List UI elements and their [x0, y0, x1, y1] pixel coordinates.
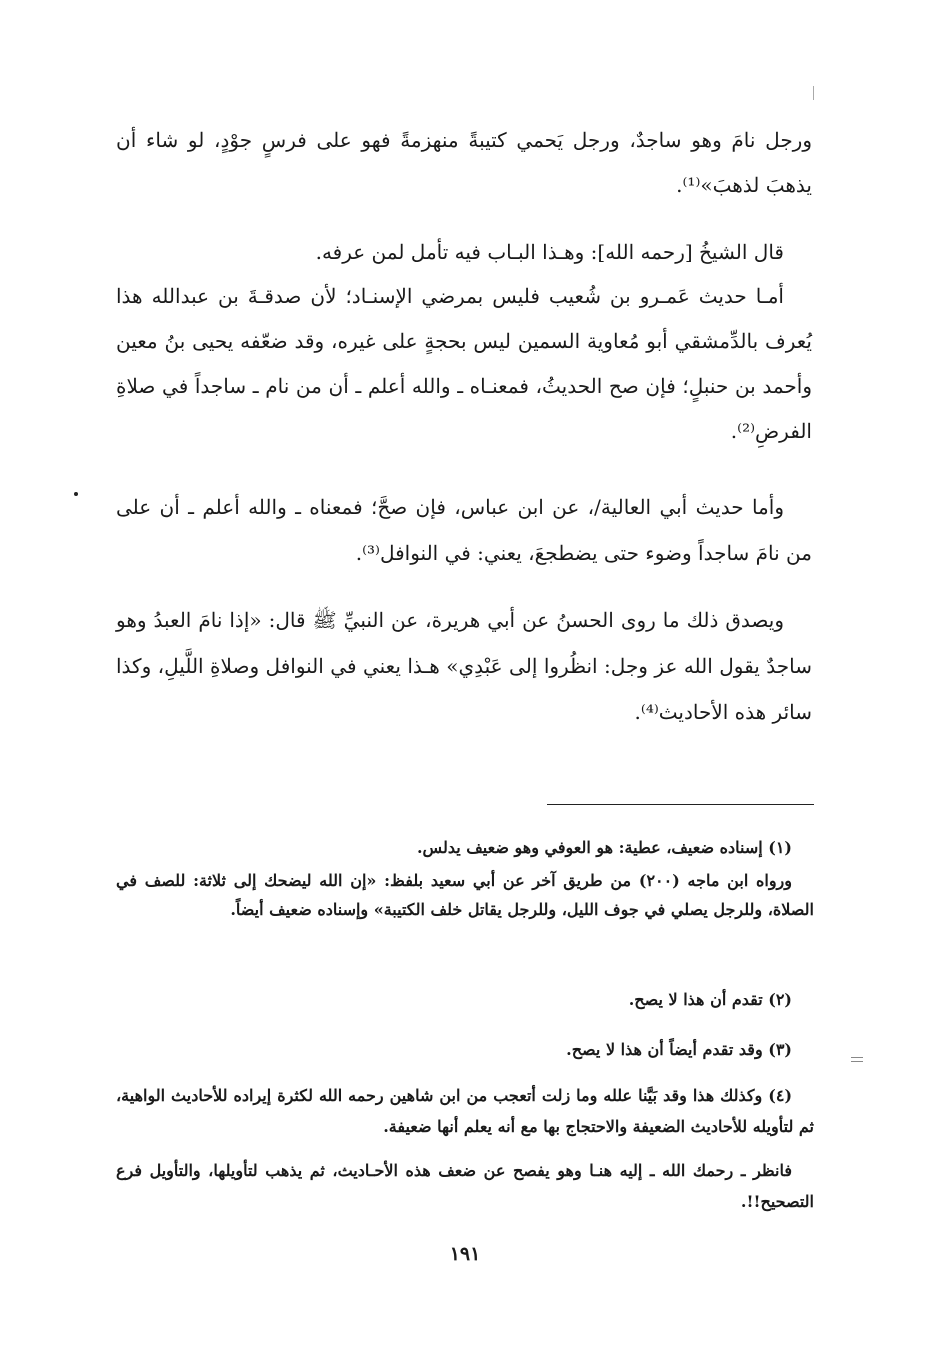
- main-text-block-2: [116, 230, 812, 274]
- margin-dot: [74, 492, 78, 496]
- footnote-3-line: (٣) وقد تقدم أيضاً أن هذا لا يصح.: [566, 1040, 792, 1059]
- footnote-4-detail: فانظر ـ رحمك الله ـ إليه هنـا وهو يفصح عن ضعف هذه الأحـاديث، ثم يذهب لتأويلها، والتأويل فرع التصحيح!!.: [116, 1161, 814, 1211]
- footnote-1-line: (١) إسناده ضعيف، عطية: هو العوفي وهو ضعيف يدلس.: [416, 838, 792, 857]
- paragraph-2: قال الشيخُ [رحمه الله]: وهـذا البـاب فيه تأمل لمن عرفه.: [315, 240, 784, 264]
- footnote-2: [116, 985, 814, 1015]
- footnote-separator: [547, 804, 814, 805]
- footnote-2-line: (٢) تقدم أن هذا لا يصح.: [628, 990, 792, 1009]
- footnote-1-continuation: [116, 866, 814, 924]
- main-text-block-1: [116, 118, 812, 208]
- footnote-4-line: (٤) وكذلك هذا وقد بَيَّنا علله وما زلت أتعجب من ابن شاهين رحمه الله لكثرة إيراده للأحاديث الواهية، ثم لتأويله للأحاديث الضعيفة والاحتجاج بها مع أنه يعلم أنها ضعيفة.: [116, 1086, 814, 1136]
- footnote-4: [116, 1080, 814, 1142]
- scan-mark: [813, 86, 814, 100]
- footnote-1: [116, 833, 814, 863]
- main-text-block-5: [116, 597, 812, 735]
- footnote-3: [116, 1035, 814, 1065]
- paragraph-3: أمـا حديث عَمـرو بن شُعيب فليس بمرضي الإسنـاد؛ لأن صدقـةَ بن عبدالله هذا يُعرف بالدِّمشقي أبو مُعاوية السمين ليس بحجةٍ على غيره، وقد ضعّفه يحيى بنُ معين وأحمد بن حنبلٍ؛ فإن صح الحديثُ، فمعنـاه ـ والله أعلم ـ أن من نام ـ ساجداً في صلاةِ الفرضِ⁽²⁾.: [116, 284, 812, 443]
- paragraph-5: ويصدق ذلك ما روى الحسنُ عن أبي هريرة، عن النبيِّ ﷺ قال: «إذا نامَ العبدُ وهو ساجدٌ يقول الله عز وجل: انظُروا إلى عَبْدِي» هـذا يعني في النوافل وصلاةِ اللَّيلِ، وكذا سائر هذه الأحاديث⁽⁴⁾.: [116, 608, 812, 724]
- main-text-block-4: [116, 484, 812, 576]
- footnote-1-detail: ورواه ابن ماجه (٢٠٠) من طريق آخر عن أبي سعيد بلفظ: «إن الله ليضحك إلى ثلاثة: للصف في الصلاة، وللرجل يصلي في جوف الليل، وللرجل يقاتل خلف الكتيبة» وإسناده ضعيف أيضاً.: [116, 871, 814, 919]
- margin-mark: [851, 1057, 863, 1065]
- page-number: ١٩١: [449, 1243, 481, 1265]
- main-text-block-3: [116, 274, 812, 454]
- paragraph-4: وأما حديث أبي العالية/، عن ابن عباس، فإن صحَّ؛ فمعناه ـ والله أعلم ـ أن على من نامَ ساجداً وضوء حتى يضطجعَ، يعني: في النوافل⁽³⁾.: [116, 495, 812, 565]
- footnote-4-continuation: [116, 1155, 814, 1217]
- paragraph-1: ورجل نامَ وهو ساجدٌ، ورجل يَحمي كتيبةً منهزمةً فهو على فرسٍ جوْدٍ، لو شاء أن يذهبَ لذهبَ»⁽¹⁾.: [116, 128, 812, 197]
